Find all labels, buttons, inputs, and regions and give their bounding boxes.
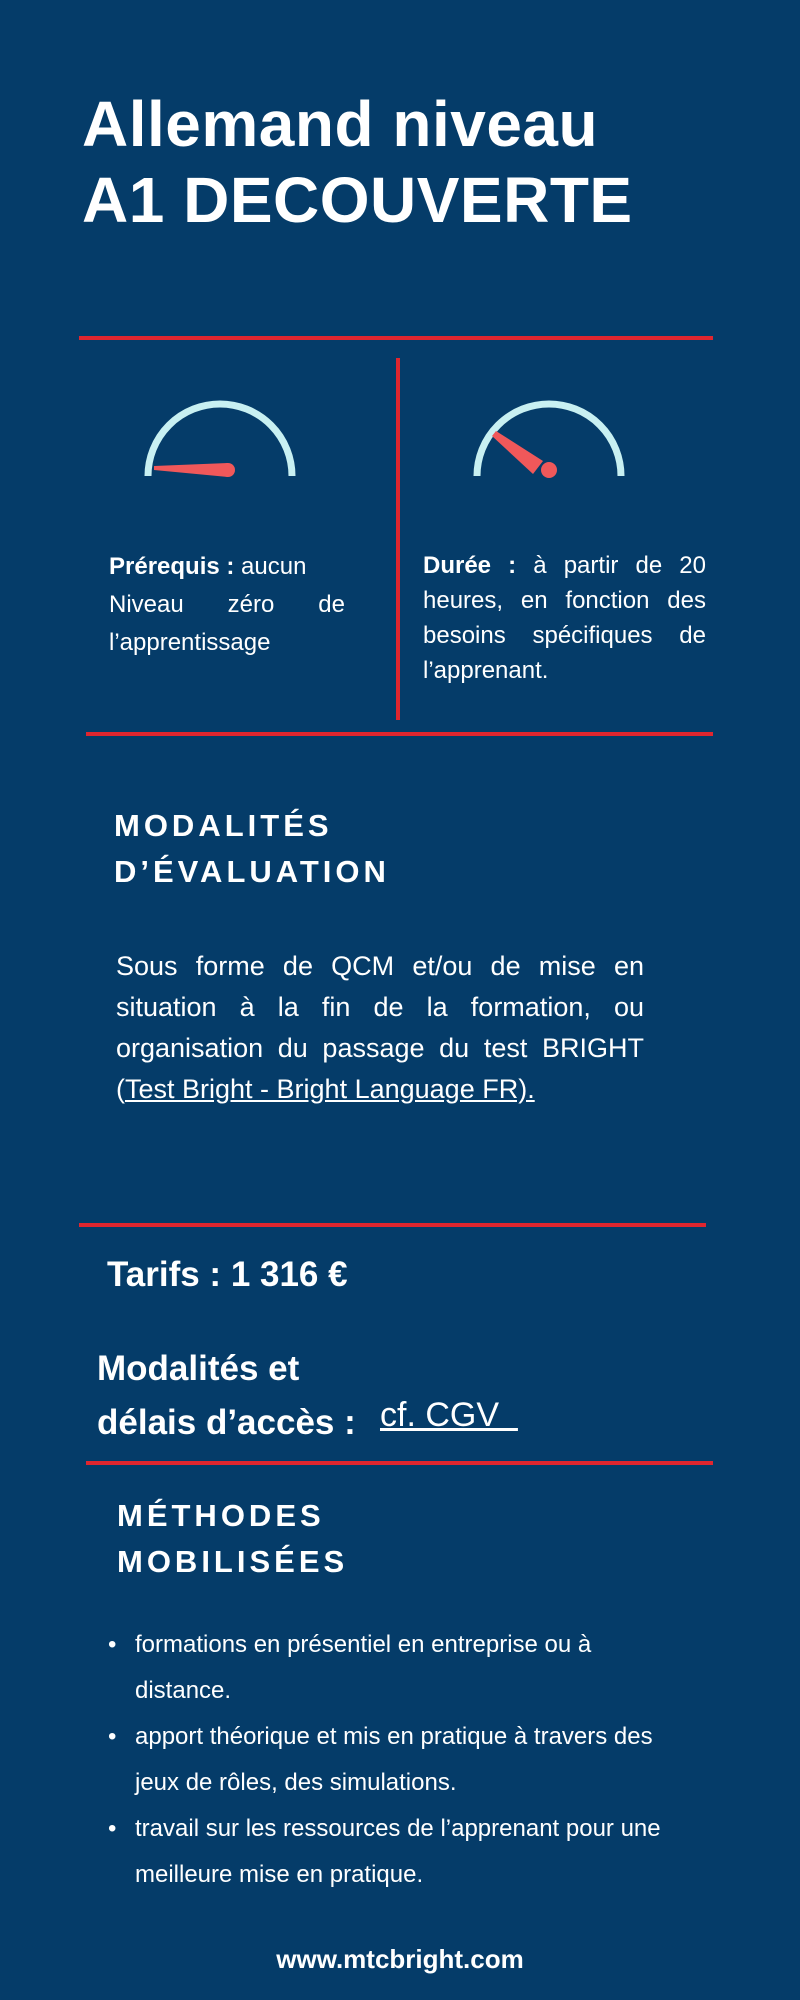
prerequisites-level: Niveau zéro de l’apprentissage [109,591,345,656]
bright-test-link[interactable]: Test Bright - Bright Language FR). [125,1074,535,1104]
gauge-low-icon [140,396,300,486]
methods-list [108,1622,668,1898]
prerequisites-value: aucun [234,553,307,580]
divider-vertical [396,358,400,720]
prerequisites-label: Prérequis : [109,553,235,580]
divider-bottom [86,1461,713,1465]
evaluation-heading [114,803,390,895]
title-line-2: A1 DECOUVERTE [82,164,633,236]
duration-value: à partir de 20 heures, en fonction des besoins spécifiques de l’apprenant. [423,552,707,684]
access-line-1: Modalités et [97,1349,300,1388]
list-item: • formations en présentiel en entreprise ou à distance. [108,1622,668,1714]
gauge-medium-icon [469,396,629,486]
title-line-1: Allemand niveau [82,88,599,160]
price-text: Tarifs : 1 316 € [107,1255,348,1294]
list-item: • apport théorique et mis en pratique à travers des jeux de rôles, des simulations. [108,1714,668,1806]
access-heading [97,1342,356,1450]
duration-label: Durée : [423,552,517,579]
duration-block [423,548,706,688]
evaluation-heading-line-1: MODALITÉS [114,808,333,843]
evaluation-heading-line-2: D’ÉVALUATION [114,854,390,889]
prerequisites-block [109,548,345,662]
access-line-2: délais d’accès : [97,1403,356,1442]
methods-heading-line-2: MOBILISÉES [117,1544,349,1579]
page-title [82,86,742,238]
cgv-link[interactable]: cf. CGV [380,1396,518,1434]
methods-heading-line-1: MÉTHODES [117,1498,325,1533]
divider-top [79,336,713,340]
website-footer: www.mtcbright.com [276,1944,524,1974]
evaluation-text [116,946,644,1110]
evaluation-description: Sous forme de QCM et/ou de mise en situation à la fin de la formation, ou organisation du passage du test BRIGHT ( [116,951,644,1104]
divider-lower [79,1223,706,1227]
list-item: • travail sur les ressources de l’apprenant pour une meilleure mise en pratique. [108,1806,668,1898]
methods-heading [117,1493,348,1585]
divider-middle [86,732,713,736]
